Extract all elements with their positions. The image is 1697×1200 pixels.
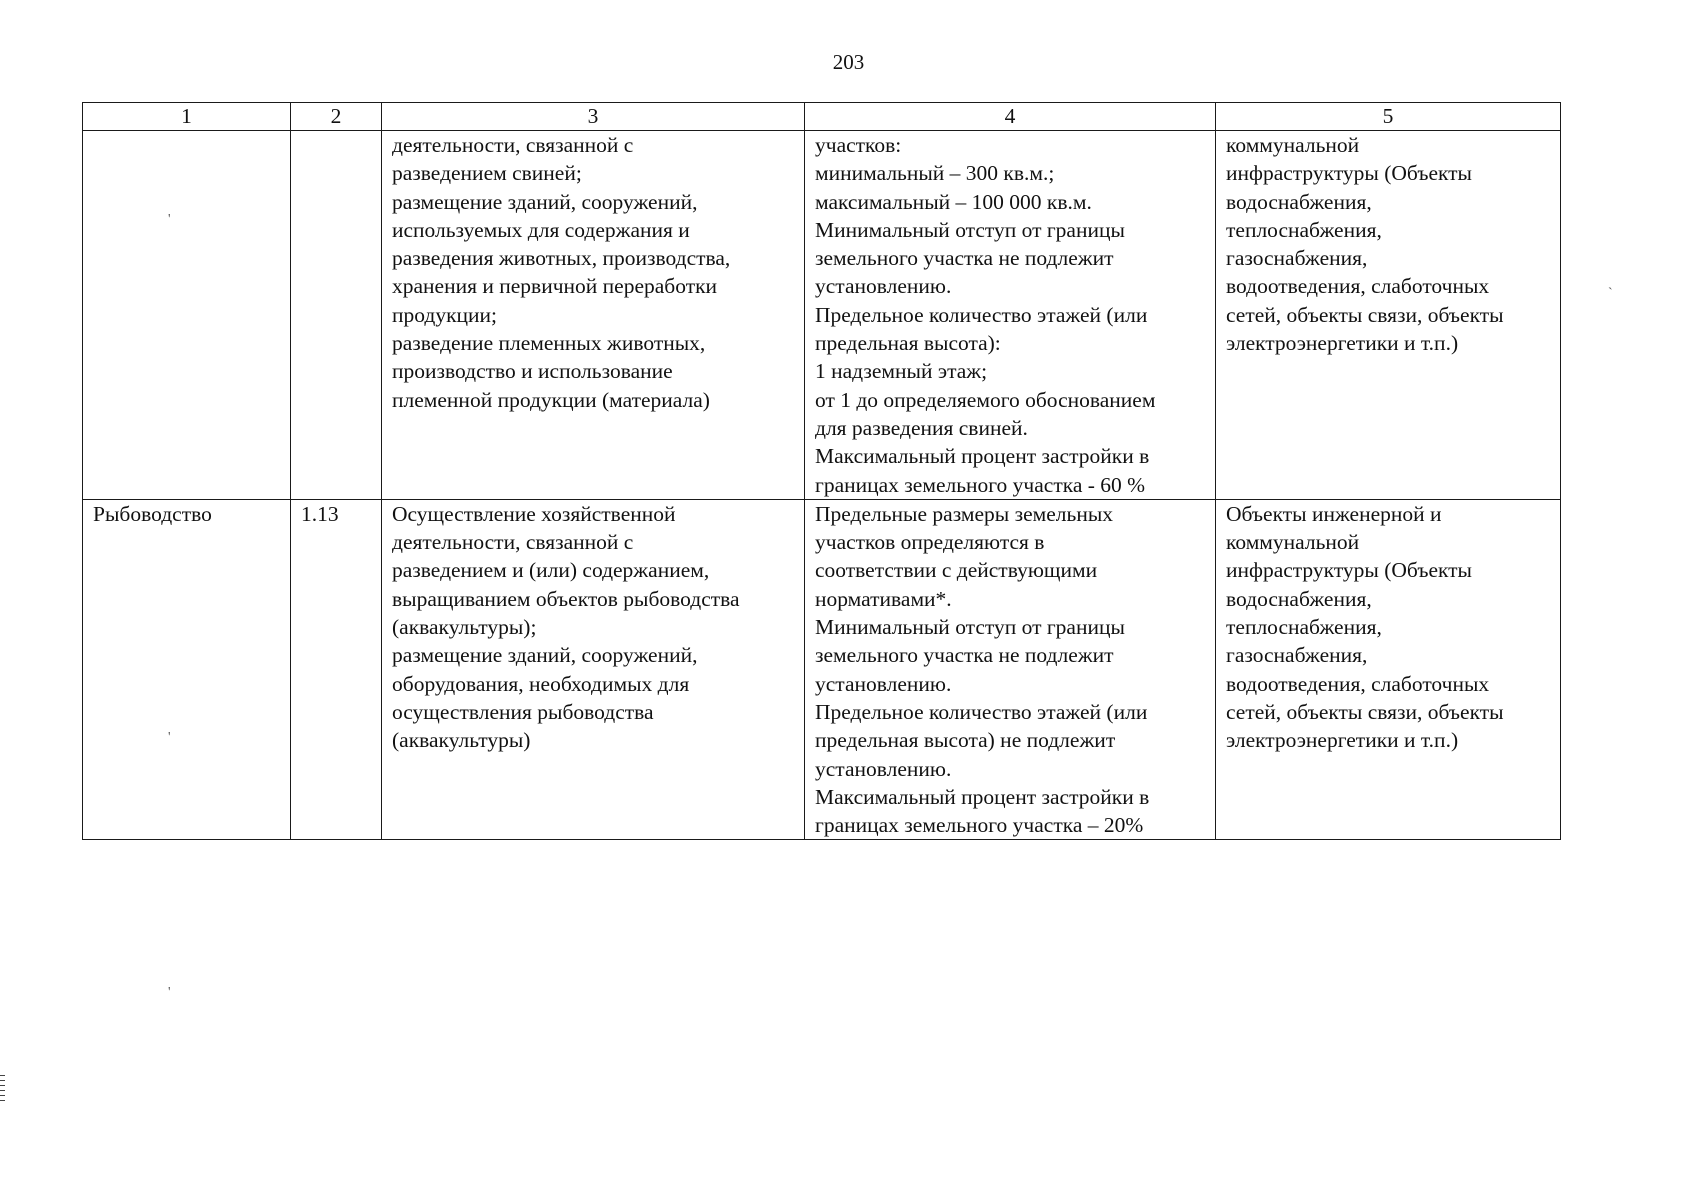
cell-text-line: инфраструктуры (Объекты xyxy=(1226,161,1473,186)
cell-text-line: нормативами*. xyxy=(815,586,952,611)
cell-text-line: теплоснабжения, xyxy=(1226,217,1382,242)
cell-parameters xyxy=(805,499,1216,840)
cell-text-line: используемых для содержания и xyxy=(392,217,690,242)
cell-use-code xyxy=(291,499,382,840)
cell-text-line: соответствии с действующими xyxy=(815,558,1098,583)
cell-text-line: Минимальный отступ от границы xyxy=(815,615,1125,640)
table-row xyxy=(83,131,1561,500)
cell-parameters xyxy=(805,131,1216,500)
cell-use-name xyxy=(83,499,291,840)
cell-text-line: электроэнергетики и т.п.) xyxy=(1226,728,1459,753)
cell-text-line: установлению. xyxy=(815,274,952,299)
cell-text-line: теплоснабжения, xyxy=(1226,615,1382,640)
cell-text-line: границах земельного участка – 20% xyxy=(815,813,1144,838)
cell-text-line: водоснабжения, xyxy=(1226,189,1372,214)
cell-text-line: деятельности, связанной с xyxy=(392,530,634,555)
cell-text-line: размещение зданий, сооружений, xyxy=(392,643,698,668)
page-number: 203 xyxy=(832,50,865,74)
table-row xyxy=(83,499,1561,840)
cell-text-line: газоснабжения, xyxy=(1226,643,1368,668)
cell-text-line: от 1 до определяемого обоснованием xyxy=(815,387,1156,412)
cell-text-line: Рыбоводство xyxy=(93,501,212,526)
cell-text-line: осуществления рыбоводства xyxy=(392,699,654,724)
cell-text-line: водоснабжения, xyxy=(1226,586,1372,611)
cell-text-line: разведением и (или) содержанием, xyxy=(392,558,710,583)
cell-text-line: выращиванием объектов рыбоводства xyxy=(392,586,740,611)
scan-margin-ticks xyxy=(0,1075,5,1105)
cell-text-line: Максимальный процент застройки в xyxy=(815,444,1150,469)
cell-use-description xyxy=(382,131,805,500)
cell-text-line: предельная высота) не подлежит xyxy=(815,728,1116,753)
cell-text-line: установлению. xyxy=(815,756,952,781)
cell-text-line: коммунальной xyxy=(1226,530,1360,555)
cell-text-line: разведением свиней; xyxy=(392,161,582,186)
cell-text-line: земельного участка не подлежит xyxy=(815,643,1114,668)
scan-mark: ' xyxy=(168,212,171,227)
header-col-2: 2 xyxy=(291,103,382,131)
cell-text-line: участков: xyxy=(815,133,902,157)
cell-text-line: размещение зданий, сооружений, xyxy=(392,189,698,214)
cell-text-line: Предельное количество этажей (или xyxy=(815,699,1148,724)
cell-text-line: разведения животных, производства, xyxy=(392,246,731,271)
scan-mark: ' xyxy=(168,985,171,1000)
cell-text-line: установлению. xyxy=(815,671,952,696)
cell-use-name xyxy=(83,131,291,500)
header-col-5: 5 xyxy=(1216,103,1561,131)
cell-text-line: продукции; xyxy=(392,302,498,327)
header-col-3: 3 xyxy=(382,103,805,131)
cell-text-line: (аквакультуры); xyxy=(392,615,537,640)
cell-use-description xyxy=(382,499,805,840)
header-col-4: 4 xyxy=(805,103,1216,131)
cell-text-line: Объекты инженерной и xyxy=(1226,501,1442,526)
cell-text-line: для разведения свиней. xyxy=(815,415,1028,440)
cell-auxiliary-objects xyxy=(1216,499,1561,840)
scan-mark: ` xyxy=(1608,286,1613,301)
cell-text-line: производство и использование xyxy=(392,359,673,384)
cell-text-line: Предельное количество этажей (или xyxy=(815,302,1148,327)
cell-text-line: 1.13 xyxy=(301,501,339,526)
cell-text-line: разведение племенных животных, xyxy=(392,331,706,356)
cell-text-line: сетей, объекты связи, объекты xyxy=(1226,302,1504,327)
cell-text-line: газоснабжения, xyxy=(1226,246,1368,271)
cell-text-line: максимальный – 100 000 кв.м. xyxy=(815,189,1092,214)
cell-text-line: земельного участка не подлежит xyxy=(815,246,1114,271)
cell-text-line: коммунальной xyxy=(1226,133,1360,157)
cell-text-line: минимальный – 300 кв.м.; xyxy=(815,161,1055,186)
cell-text-line: Предельные размеры земельных xyxy=(815,501,1114,526)
cell-use-code xyxy=(291,131,382,500)
cell-text-line: Максимальный процент застройки в xyxy=(815,784,1150,809)
cell-text-line: границах земельного участка - 60 % xyxy=(815,472,1146,497)
cell-text-line: сетей, объекты связи, объекты xyxy=(1226,699,1504,724)
cell-text-line: оборудования, необходимых для xyxy=(392,671,690,696)
cell-text-line: племенной продукции (материала) xyxy=(392,387,710,412)
scan-mark: ' xyxy=(168,730,171,745)
cell-text-line: электроэнергетики и т.п.) xyxy=(1226,331,1459,356)
cell-text-line: Минимальный отступ от границы xyxy=(815,217,1125,242)
cell-text-line: 1 надземный этаж; xyxy=(815,359,988,384)
cell-text-line: (аквакультуры) xyxy=(392,728,531,753)
table-header-row xyxy=(83,103,1561,131)
regulations-table xyxy=(82,102,1561,840)
cell-text-line: хранения и первичной переработки xyxy=(392,274,718,299)
cell-text-line: Осуществление хозяйственной xyxy=(392,501,676,526)
cell-text-line: деятельности, связанной с xyxy=(392,133,634,157)
cell-auxiliary-objects xyxy=(1216,131,1561,500)
cell-text-line: участков определяются в xyxy=(815,530,1045,555)
header-col-1: 1 xyxy=(83,103,291,131)
cell-text-line: предельная высота): xyxy=(815,331,1001,356)
cell-text-line: водоотведения, слаботочных xyxy=(1226,671,1490,696)
cell-text-line: инфраструктуры (Объекты xyxy=(1226,558,1473,583)
cell-text-line: водоотведения, слаботочных xyxy=(1226,274,1490,299)
